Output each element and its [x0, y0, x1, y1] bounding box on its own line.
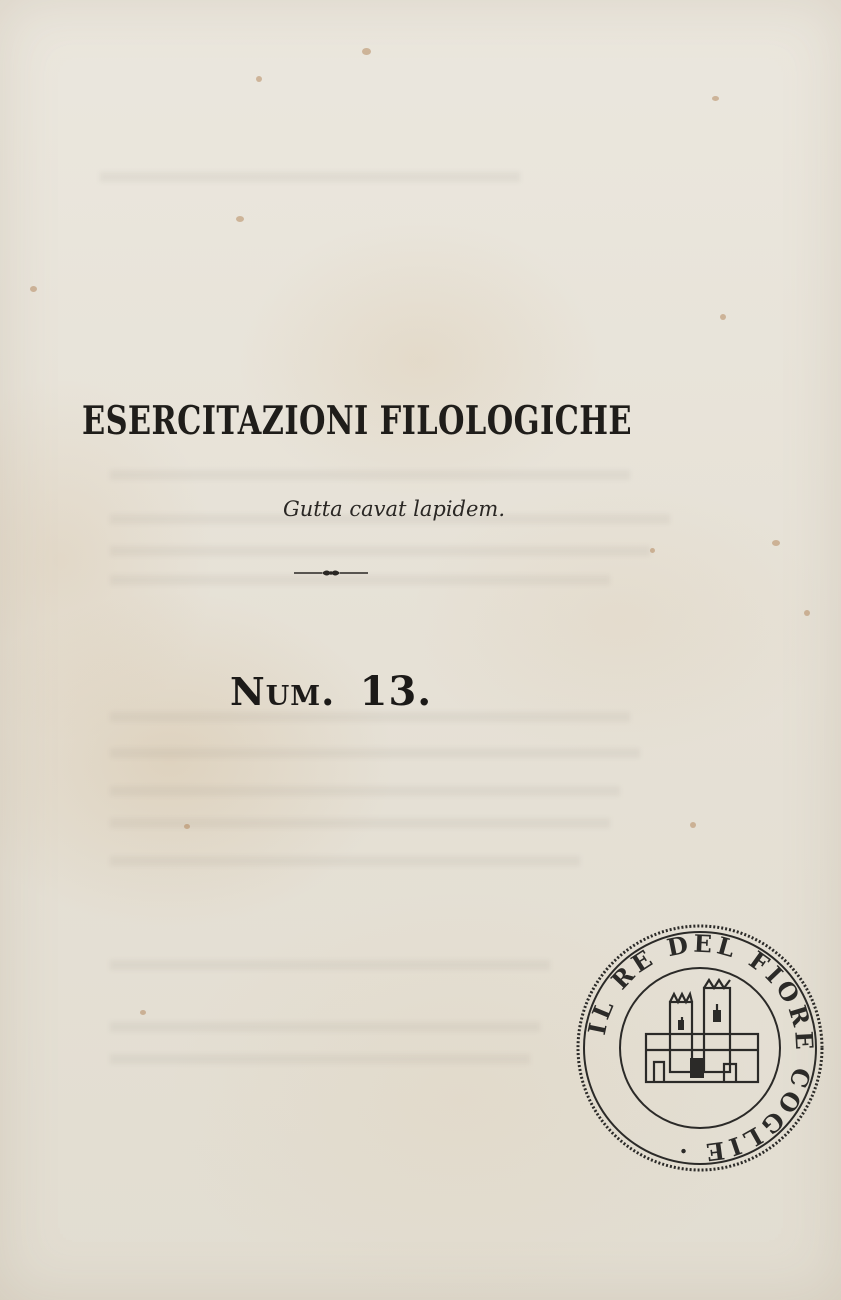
motto: Gutta cavat lapidem.: [283, 497, 506, 521]
foxing-spot: [720, 314, 726, 320]
foxing-spot: [30, 286, 37, 292]
show-through-line: [110, 546, 650, 556]
foxing-spot: [650, 548, 655, 553]
show-through-line: [110, 1054, 530, 1064]
foxing-spot: [236, 216, 244, 222]
foxing-spot: [690, 822, 696, 828]
show-through-line: [110, 1022, 540, 1032]
foxing-spot: [362, 48, 371, 55]
show-through-line: [110, 470, 630, 480]
show-through-line: [110, 856, 580, 866]
show-through-line: [110, 748, 640, 758]
foxing-spot: [256, 76, 262, 82]
issue-number-label: Num.: [230, 669, 336, 714]
show-through-line: [100, 172, 520, 182]
show-through-line: [110, 960, 550, 970]
ornament-divider: [292, 566, 370, 580]
issue-number-value: 13.: [359, 668, 433, 715]
show-through-line: [110, 786, 620, 796]
page-title: ESERCITAZIONI FILOLOGICHE: [82, 398, 632, 444]
foxing-spot: [772, 540, 780, 546]
library-stamp: [574, 922, 826, 1174]
svg-text:IL RE DEL FIORE COGLIE ·: IL RE DEL FIORE COGLIE ·: [581, 928, 820, 1168]
foxing-spot: [804, 610, 810, 616]
foxing-spot: [184, 824, 190, 829]
issue-number: [230, 668, 432, 715]
foxing-spot: [140, 1010, 146, 1015]
foxing-spot: [712, 96, 719, 101]
